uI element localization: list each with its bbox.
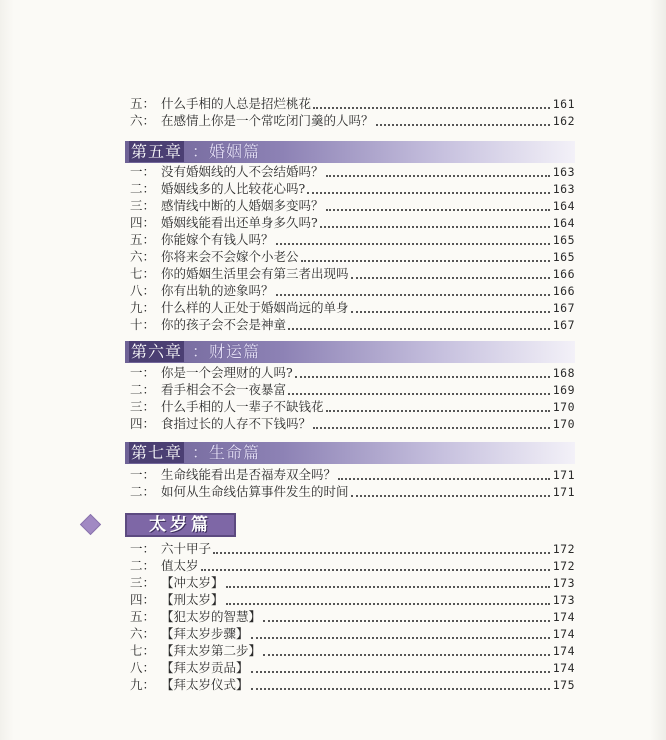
entry-number: 六：	[129, 626, 155, 641]
entry-number: 一：	[129, 467, 155, 482]
entry-number: 七：	[129, 643, 155, 658]
leader-dots	[263, 654, 550, 656]
entry-number: 九：	[129, 677, 155, 692]
entry-title: 没有婚姻线的人不会结婚吗？	[161, 164, 324, 179]
entry-number: 五：	[129, 232, 155, 247]
entry-page: 167	[552, 318, 575, 332]
leader-dots	[251, 637, 550, 639]
chapter-6-header[interactable]	[125, 341, 575, 363]
entry-page: 173	[552, 576, 575, 590]
entry-number: 二：	[129, 484, 155, 499]
entry-title: 【拜太岁仪式】	[161, 677, 249, 692]
chapter-label	[129, 442, 260, 464]
toc-entry[interactable]	[128, 540, 575, 557]
chapter-label	[129, 141, 260, 163]
entry-number: 一：	[129, 365, 155, 380]
leader-dots	[326, 410, 550, 412]
entry-title: 你有出轨的迹象吗？	[161, 283, 274, 298]
entry-title: 看手相会不会一夜暴富	[161, 382, 287, 397]
toc-entry[interactable]	[128, 231, 575, 248]
entry-page: 171	[552, 485, 575, 499]
entry-page: 163	[552, 165, 575, 179]
entry-title: 什么手相的人总是招烂桃花	[161, 96, 312, 111]
entry-page: 173	[552, 593, 575, 607]
entry-page: 165	[552, 233, 575, 247]
toc-entry[interactable]	[128, 591, 575, 608]
toc-entry[interactable]	[128, 95, 575, 112]
leader-dots	[263, 620, 550, 622]
leader-dots	[313, 427, 550, 429]
entry-number: 七：	[129, 266, 155, 281]
toc-entry[interactable]	[128, 608, 575, 625]
toc-entry[interactable]	[128, 364, 575, 381]
leader-dots	[326, 175, 550, 177]
chapter-number: 第六章	[131, 342, 183, 361]
toc-entry[interactable]	[128, 483, 575, 500]
leader-dots	[201, 569, 550, 571]
entry-title: 【冲太岁】	[161, 575, 224, 590]
entry-page: 175	[552, 678, 575, 692]
leader-dots	[288, 393, 550, 395]
toc-entry[interactable]	[128, 282, 575, 299]
toc-entry[interactable]	[128, 642, 575, 659]
chapter-7-header[interactable]	[125, 442, 575, 464]
entry-number: 九：	[129, 300, 155, 315]
entry-page: 170	[552, 400, 575, 414]
entry-page: 174	[552, 644, 575, 658]
toc-entry[interactable]	[128, 676, 575, 693]
leader-dots	[376, 124, 550, 126]
entry-page: 163	[552, 182, 575, 196]
entry-number: 二：	[129, 558, 155, 573]
leader-dots	[251, 671, 550, 673]
toc-entry[interactable]	[128, 625, 575, 642]
toc-entry[interactable]	[128, 415, 575, 432]
diamond-bullet-icon	[80, 514, 101, 535]
entry-page: 165	[552, 250, 575, 264]
toc-entry[interactable]	[128, 197, 575, 214]
entry-page: 172	[552, 559, 575, 573]
entry-page: 174	[552, 610, 575, 624]
leader-dots	[226, 586, 550, 588]
chapter-title: ：财运篇	[192, 342, 261, 361]
entry-page: 174	[552, 661, 575, 675]
toc-entry[interactable]	[128, 299, 575, 316]
leader-dots	[213, 552, 550, 554]
entry-page: 162	[552, 114, 575, 128]
entry-number: 八：	[129, 660, 155, 675]
entry-title: 六十甲子	[161, 541, 212, 556]
entry-title: 【拜太岁贡品】	[161, 660, 249, 675]
entry-page: 174	[552, 627, 575, 641]
chapter-number: 第七章	[131, 443, 183, 462]
leader-dots	[351, 311, 550, 313]
entry-title: 【拜太岁第二步】	[161, 643, 262, 658]
entry-title: 什么手相的人一辈子不缺钱花	[161, 399, 324, 414]
entry-number: 五：	[129, 609, 155, 624]
entry-number: 四：	[129, 416, 155, 431]
entry-title: 你的婚姻生活里会有第三者出现吗	[161, 266, 349, 281]
entry-page: 164	[552, 199, 575, 213]
entry-title: 值太岁	[161, 558, 199, 573]
entry-number: 八：	[129, 283, 155, 298]
entry-title: 在感情上你是一个常吃闭门羹的人吗？	[161, 113, 374, 128]
entry-title: 你将来会不会嫁个小老公	[161, 249, 299, 264]
leader-dots	[295, 376, 550, 378]
leader-dots	[288, 328, 550, 330]
leader-dots	[313, 107, 550, 109]
entry-title: 你是一个会理财的人吗?	[161, 365, 293, 380]
entry-page: 170	[552, 417, 575, 431]
entry-title: 你的孩子会不会是神童	[161, 317, 287, 332]
entry-title: 你能嫁个有钱人吗？	[161, 232, 274, 247]
entry-number: 四：	[129, 215, 155, 230]
entry-number: 二：	[129, 181, 155, 196]
toc-entry[interactable]	[128, 248, 575, 265]
entry-page: 161	[552, 97, 575, 111]
leader-dots	[326, 209, 550, 211]
entry-number: 四：	[129, 592, 155, 607]
toc-entry[interactable]	[128, 214, 575, 231]
entry-number: 三：	[129, 198, 155, 213]
entry-title: 生命线能看出是否福寿双全吗？	[161, 467, 337, 482]
toc-entry[interactable]	[128, 265, 575, 282]
chapter-title: ：生命篇	[192, 443, 261, 462]
entry-title: 【拜太岁步骤】	[161, 626, 249, 641]
entry-title: 食指过长的人存不下钱吗？	[161, 416, 312, 431]
chapter-label	[129, 341, 260, 363]
entry-number: 三：	[129, 399, 155, 414]
toc-entry[interactable]	[128, 659, 575, 676]
entry-title: 感情线中断的人婚姻多变吗？	[161, 198, 324, 213]
entry-number: 三：	[129, 575, 155, 590]
toc-entry[interactable]	[128, 316, 575, 333]
chapter-5-header[interactable]	[125, 141, 575, 163]
toc-entry[interactable]	[128, 163, 575, 180]
leader-dots	[251, 688, 550, 690]
entry-number: 二：	[129, 382, 155, 397]
entry-page: 164	[552, 216, 575, 230]
entry-number: 一：	[129, 541, 155, 556]
toc-entry[interactable]	[128, 557, 575, 574]
entry-title: 婚姻线多的人比较花心吗?	[161, 181, 306, 196]
entry-page: 172	[552, 542, 575, 556]
toc-entry[interactable]	[128, 381, 575, 398]
leader-dots	[351, 495, 550, 497]
leader-dots	[351, 277, 550, 279]
entry-title: 什么样的人正处于婚姻尚远的单身	[161, 300, 349, 315]
toc-entry[interactable]	[128, 466, 575, 483]
entry-page: 169	[552, 383, 575, 397]
entry-title: 【犯太岁的智慧】	[161, 609, 262, 624]
entry-title: 婚姻线能看出还单身多久吗?	[161, 215, 318, 230]
chapter-title: ：婚姻篇	[192, 142, 261, 161]
leader-dots	[276, 243, 550, 245]
entry-page: 167	[552, 301, 575, 315]
entry-number: 十：	[129, 317, 155, 332]
entry-title: 如何从生命线估算事件发生的时间	[161, 484, 349, 499]
entry-number: 六：	[129, 113, 155, 128]
entry-page: 171	[552, 468, 575, 482]
toc-entry[interactable]	[128, 180, 575, 197]
leader-dots	[226, 603, 550, 605]
chapter-number: 第五章	[131, 142, 183, 161]
toc-entry[interactable]	[128, 574, 575, 591]
entry-title: 【刑太岁】	[161, 592, 224, 607]
toc-entry[interactable]	[128, 112, 575, 129]
entry-number: 五：	[129, 96, 155, 111]
section-title: 太岁篇	[149, 515, 212, 535]
entry-page: 166	[552, 267, 575, 281]
taisui-section-header[interactable]	[125, 513, 236, 537]
leader-dots	[301, 260, 550, 262]
entry-page: 166	[552, 284, 575, 298]
entry-page: 168	[552, 366, 575, 380]
entry-number: 六：	[129, 249, 155, 264]
entry-number: 一：	[129, 164, 155, 179]
leader-dots	[338, 478, 550, 480]
leader-dots	[307, 192, 550, 194]
leader-dots	[320, 226, 550, 228]
leader-dots	[276, 294, 550, 296]
toc-entry[interactable]	[128, 398, 575, 415]
